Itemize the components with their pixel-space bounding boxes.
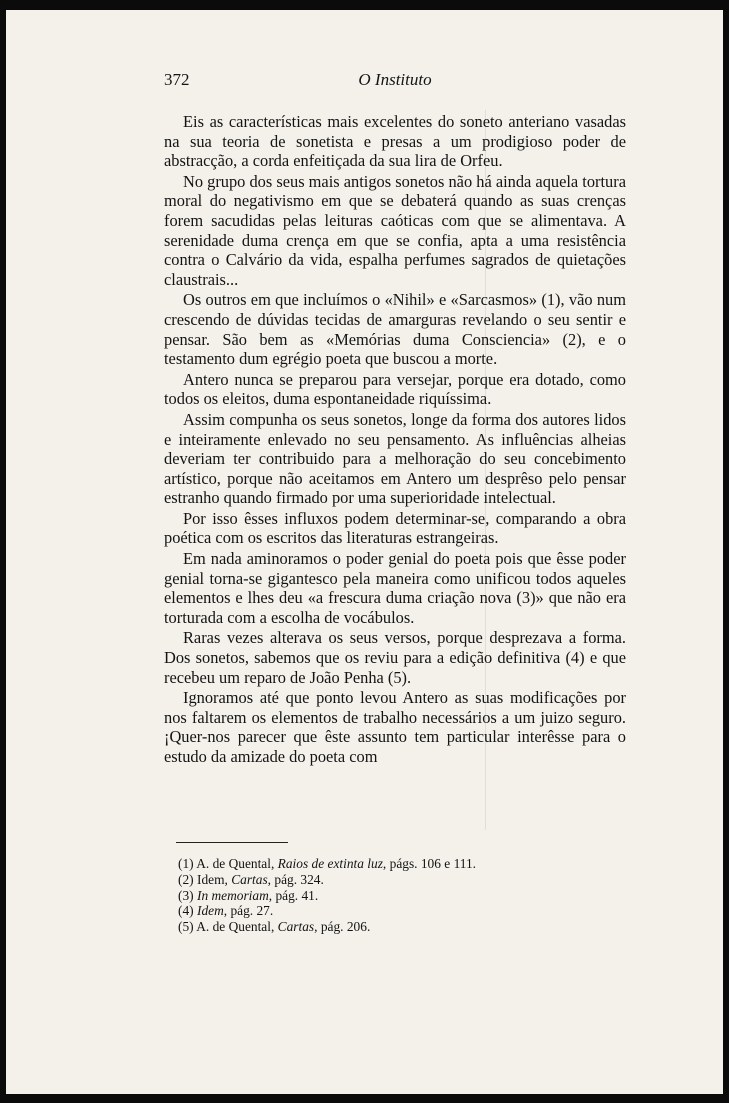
footnote-number: (4) (178, 903, 194, 919)
paragraph: Por isso êsses influxos podem determinar-se, comparando a obra poética com os escritos das literaturas estrangeiras. (164, 508, 626, 548)
paragraph: Assim compunha os seus sonetos, longe da forma dos autores lidos e inteiramente enlevado no seu pensamento. As influências alheias deveriam ter contribuido para a melhoração do seu concebimento artístico, porque não aceitamos em Antero um desprêso pelo pensar estranho quando firmado por uma superioridade intelectual. (164, 409, 626, 508)
book-page (6, 10, 723, 1094)
footnote-text: A. de Quental, (196, 856, 278, 871)
footnote (178, 903, 598, 919)
footnote-ref: , págs. 106 e 111. (382, 856, 477, 871)
footnote-title: In memoriam (196, 887, 269, 903)
footnote (178, 888, 598, 904)
paragraph: Os outros em que incluímos o «Nihil» e «Sarcasmos» (1), vão num crescendo de dúvidas tecidas de amarguras revelando o seu sentir e pensar. São bem as «Memórias duma Consciencia» (2), e o testamento dum egrégio poeta que buscou a morte. (164, 290, 626, 369)
footnote-number: (1) (178, 856, 194, 871)
paragraph: Eis as características mais excelentes do soneto anteriano vasadas na sua teoria de sonetista e presas a um prodigioso poder de abstracção, a corda enfeitiçada da sua lira de Orfeu. (164, 112, 626, 171)
paragraph: Ignoramos até que ponto levou Antero as suas modificações por nos faltarem os elementos de trabalho necessários a um juizo seguro. ¡Quer-nos parecer que êste assunto tem particular interêsse para o estudo da amizade do poeta com (164, 688, 626, 766)
footnote-ref: , pág. 206. (314, 919, 371, 935)
footnote-number: (3) (178, 887, 194, 903)
footnote (178, 856, 598, 872)
paragraph: Raras vezes alterava os seus versos, porque desprezava a forma. Dos sonetos, sabemos que os reviu para a edição definitiva (4) e que recebeu um reparo de João Penha (5). (164, 628, 626, 687)
footnote-ref: , pág. 324. (267, 871, 324, 887)
running-title: O Instituto (358, 70, 432, 89)
footnote-text: Idem, (196, 871, 232, 887)
footnote-ref: , pág. 41. (268, 887, 319, 903)
footnote (178, 919, 598, 935)
footnote-title: Raios de extinta luz (277, 856, 383, 871)
footnote-title: Cartas (277, 919, 315, 935)
footnote-number: (2) (178, 871, 194, 887)
footnote-ref: , pág. 27. (223, 903, 274, 919)
paragraph: No grupo dos seus mais antigos sonetos não há ainda aquela tortura moral do negativismo em que se debaterá quando as suas crenças forem sacudidas pelas leituras caóticas com que se alimentava. A serenidade duma crença em que se confia, apta a uma resistência contra o Calvário da vida, espalha perfumes sagrados de quietações claustrais... (164, 171, 626, 289)
footnote-text: A. de Quental, (196, 919, 278, 935)
footnote-title: Cartas (231, 871, 268, 887)
footnote-number: (5) (178, 919, 194, 935)
paragraph: Em nada aminoramos o poder genial do poeta pois que êsse poder genial torna-se gigantesco pela maneira como unificou todos aqueles elementos e lhes deu «a frescura duma criação nova (3)» que não era torturada com a escolha de vocábulos. (164, 549, 626, 627)
footnotes (178, 856, 598, 935)
footnote (178, 872, 598, 888)
paragraph: Antero nunca se preparou para versejar, porque era dotado, como todos os eleitos, duma espontaneidade riquíssima. (164, 369, 626, 409)
footnote-rule (176, 842, 288, 843)
page-number: 372 (164, 70, 190, 89)
page-header (164, 70, 626, 96)
footnote-title: Idem (196, 903, 224, 919)
body-text (164, 112, 626, 767)
